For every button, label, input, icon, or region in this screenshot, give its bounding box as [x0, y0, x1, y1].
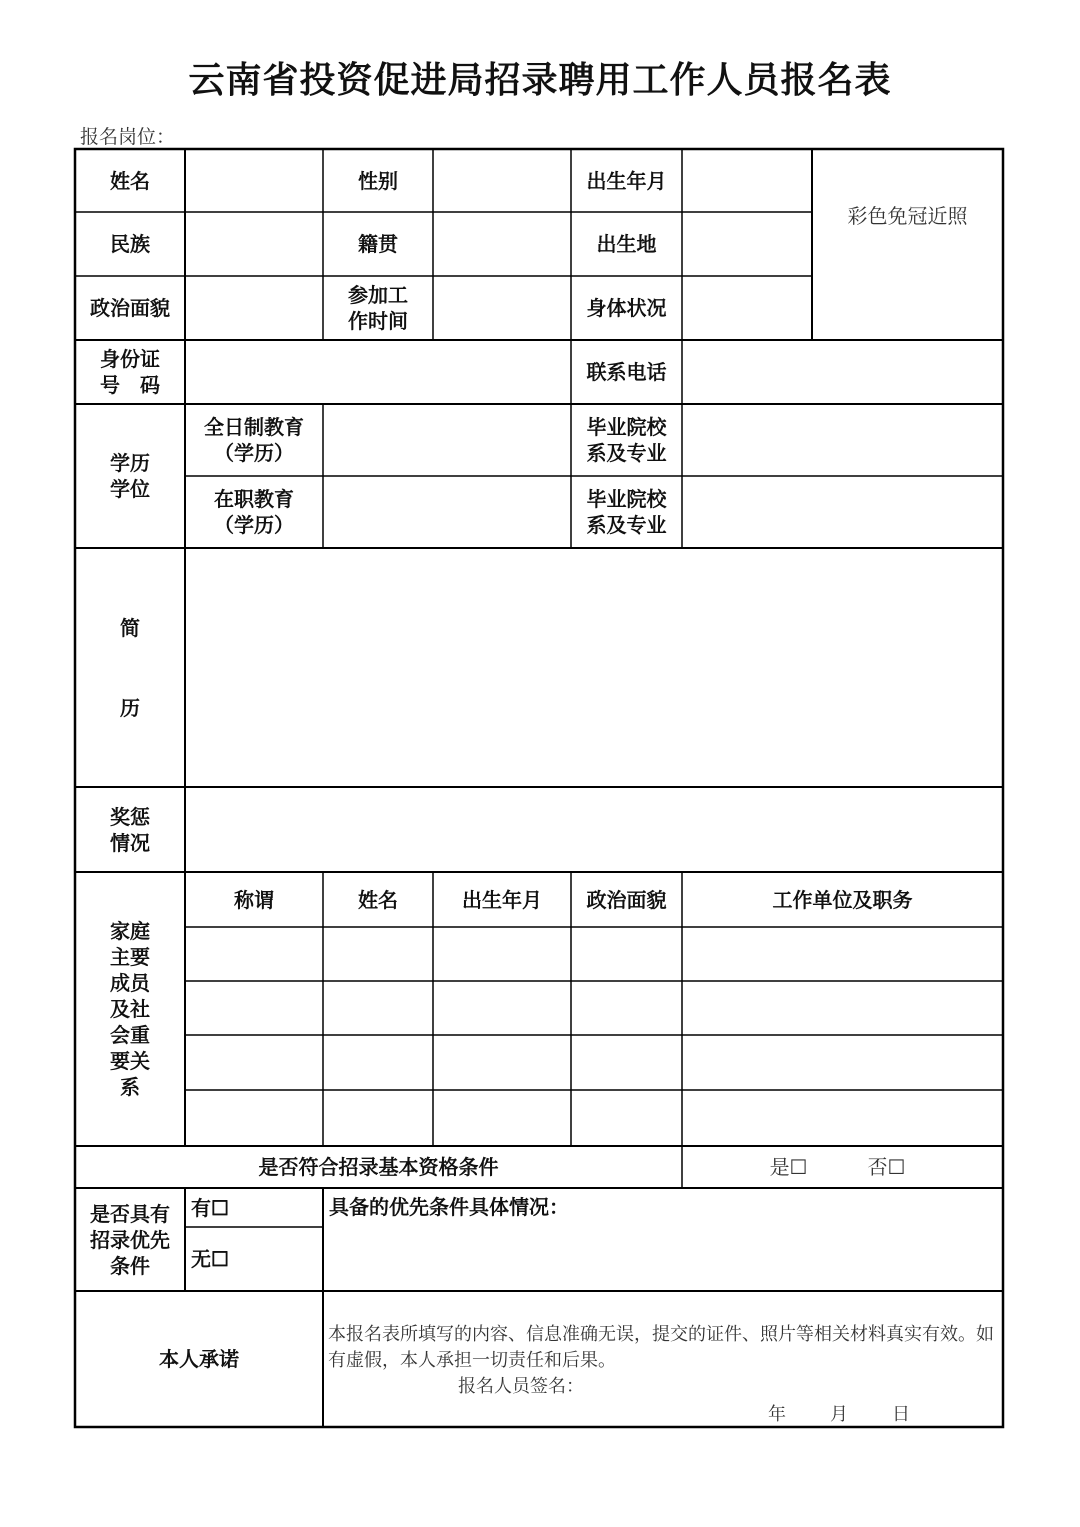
label-fulltime-education — [185, 404, 323, 476]
label-resume-char2: 历 — [120, 695, 140, 720]
field-political-status[interactable] — [185, 276, 323, 340]
label-rewards-line2: 情况 — [110, 830, 150, 855]
date-month: 月 — [830, 1404, 848, 1425]
family-header-birth: 出生年月 — [462, 887, 542, 912]
label-phone: 联系电话 — [586, 360, 667, 384]
label-family-line: 系 — [120, 1075, 140, 1099]
label-qualification: 是否符合招录基本资格条件 — [258, 1155, 499, 1179]
date-year: 年 — [768, 1404, 786, 1425]
family-header-name: 姓名 — [358, 887, 398, 912]
label-native-place: 籍贯 — [358, 232, 398, 256]
label-education — [75, 404, 185, 548]
label-pledge: 本人承诺 — [159, 1347, 239, 1371]
label-work-start-time — [323, 276, 433, 340]
field-ethnicity[interactable] — [185, 212, 323, 276]
label-onjob-school — [571, 476, 682, 548]
field-fulltime-education[interactable] — [323, 404, 571, 476]
label-fulltime-school-line2: 系及专业 — [586, 441, 667, 465]
label-rewards — [75, 787, 185, 872]
priority-no-checkbox[interactable]: 无☐ — [191, 1247, 229, 1271]
pledge-statement: 本报名表所填写的内容、信息准确无误，提交的证件、照片等相关材料真实有效。如有虚假，本人承担一切责任和后果。 — [328, 1324, 994, 1371]
label-name: 姓名 — [110, 168, 150, 193]
label-fulltime-education-line2: （学历） — [214, 441, 294, 465]
label-priority-line2: 招录优先 — [90, 1227, 170, 1252]
field-birth-date[interactable] — [682, 149, 812, 212]
field-gender[interactable] — [433, 149, 571, 212]
label-family-line: 家庭 — [110, 919, 150, 943]
label-family-line: 及社 — [110, 997, 150, 1021]
priority-yes-checkbox[interactable]: 有☐ — [191, 1195, 229, 1220]
signature-label[interactable]: 报名人员签名： — [458, 1376, 584, 1397]
label-fulltime-education-line1: 全日制教育 — [204, 415, 304, 439]
field-native-place[interactable] — [433, 212, 571, 276]
photo-area[interactable]: 彩色免冠近照 — [847, 203, 968, 228]
form-title: 云南省投资促进局招录聘用工作人员报名表 — [188, 59, 892, 101]
label-family-line: 主要 — [110, 945, 150, 969]
field-rewards[interactable] — [185, 787, 1003, 872]
family-header-employer: 工作单位及职务 — [772, 887, 913, 912]
field-name[interactable] — [185, 149, 323, 212]
label-family-line: 会重 — [110, 1023, 150, 1047]
label-onjob-education — [185, 476, 323, 548]
label-family-line: 要关 — [110, 1049, 150, 1073]
label-birth-date: 出生年月 — [586, 168, 667, 193]
field-fulltime-school[interactable] — [682, 404, 1003, 476]
label-family-line: 成员 — [110, 971, 150, 995]
date-day: 日 — [892, 1404, 910, 1425]
field-phone[interactable] — [682, 340, 1003, 404]
label-priority-line1: 是否具有 — [90, 1201, 170, 1226]
label-id-number-line2: 号 码 — [100, 373, 160, 397]
label-onjob-school-line2: 系及专业 — [586, 513, 667, 537]
label-fulltime-school-line1: 毕业院校 — [586, 415, 667, 439]
label-ethnicity: 民族 — [110, 232, 150, 256]
label-health: 身体状况 — [586, 296, 667, 320]
family-row[interactable] — [185, 927, 1003, 981]
label-id-number-line1: 身份证 — [100, 347, 160, 371]
field-health[interactable] — [682, 276, 812, 340]
family-header-relation: 称谓 — [234, 887, 274, 912]
family-header-political: 政治面貌 — [586, 887, 667, 912]
label-resume-char1: 简 — [120, 615, 140, 640]
label-work-start-time-line1: 参加工 — [348, 283, 408, 307]
field-onjob-education[interactable] — [323, 476, 571, 548]
qualification-checkboxes[interactable]: 是☐ 否☐ — [769, 1155, 906, 1179]
field-id-number[interactable] — [185, 340, 571, 404]
label-onjob-school-line1: 毕业院校 — [586, 487, 667, 511]
label-onjob-education-line2: （学历） — [214, 513, 294, 537]
position-label: 报名岗位： — [80, 126, 176, 148]
family-row[interactable] — [185, 1035, 1003, 1090]
label-id-number — [75, 340, 185, 404]
label-political-status: 政治面貌 — [90, 296, 170, 320]
label-education-line2: 学位 — [110, 477, 150, 501]
label-rewards-line1: 奖惩 — [110, 804, 150, 829]
label-education-line1: 学历 — [110, 451, 150, 475]
field-onjob-school[interactable] — [682, 476, 1003, 548]
field-resume[interactable] — [185, 548, 1003, 787]
pledge-text-block — [328, 1322, 998, 1428]
label-fulltime-school — [571, 404, 682, 476]
date-line[interactable] — [328, 1402, 998, 1428]
family-row[interactable] — [185, 1090, 1003, 1146]
family-row[interactable] — [185, 981, 1003, 1035]
field-birthplace[interactable] — [682, 212, 812, 276]
label-gender: 性别 — [358, 168, 398, 193]
priority-detail[interactable]: 具备的优先条件具体情况： — [329, 1195, 569, 1219]
field-work-start-time[interactable] — [433, 276, 571, 340]
label-birthplace: 出生地 — [596, 232, 657, 256]
label-family — [75, 872, 185, 1146]
label-resume — [75, 548, 185, 787]
label-priority-line3: 条件 — [110, 1253, 150, 1278]
label-onjob-education-line1: 在职教育 — [214, 487, 294, 511]
label-work-start-time-line2: 作时间 — [348, 309, 408, 333]
label-priority — [75, 1188, 185, 1291]
